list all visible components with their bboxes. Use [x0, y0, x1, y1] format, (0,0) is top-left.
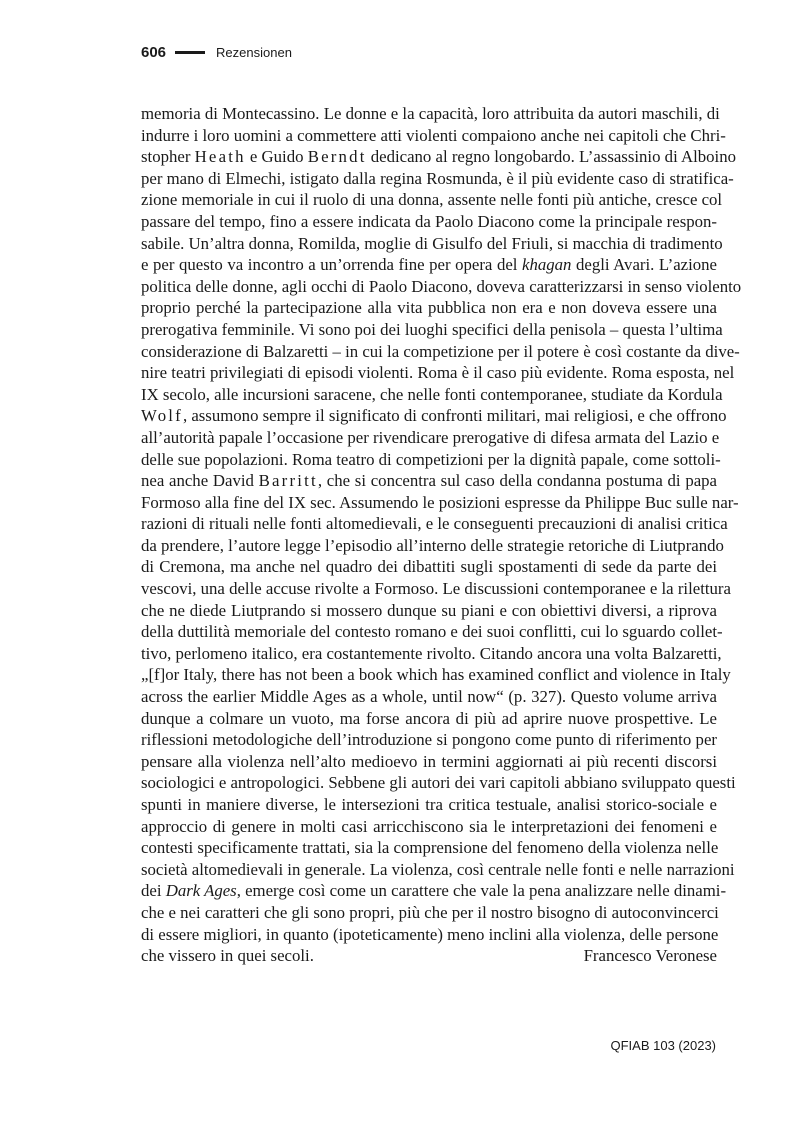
text-segment: , emerge così come un carattere che vale la pena analizzare nelle dinami-: [236, 881, 727, 901]
review-body-text: [141, 103, 742, 967]
text-line: prerogativa femminile. Vi sono poi dei luoghi specifici della penisola – questa l’ultima: [141, 319, 723, 339]
text-segment: dei: [141, 881, 166, 901]
text-segment: , assumono sempre il significato di confronti militari, mai religiosi, e che offrono: [182, 406, 727, 426]
journal-footer: QFIAB 103 (2023): [610, 1038, 716, 1053]
text-line: per mano di Elmechi, istigato dalla regina Rosmunda, è il più evidente caso di stratifica-: [141, 168, 734, 188]
author-name: Heath: [194, 147, 246, 167]
text-line: [141, 880, 727, 902]
italic-term: Dark Ages: [165, 881, 237, 901]
text-line: [141, 405, 727, 427]
text-line: nire teatri privilegiati di episodi violenti. Roma è il caso più evidente. Roma esposta, nel: [141, 363, 735, 383]
author-name: Barritt: [258, 471, 318, 491]
text-line: passare del tempo, fino a essere indicata da Paolo Diacono come la principale respon-: [141, 211, 717, 231]
text-line: contesti specificamente trattati, sia la comprensione del fenomeno della violenza nelle: [141, 838, 719, 858]
text-segment: e Guido: [245, 147, 308, 167]
text-line: considerazione di Balzaretti – in cui la competizione per il potere è così costante da dive-: [141, 341, 740, 361]
text-line: politica delle donne, agli occhi di Paolo Diacono, doveva caratterizzarsi in senso violento: [141, 276, 742, 296]
author-name: Wolf: [141, 406, 183, 426]
text-segment: dedicano al regno longobardo. L’assassinio di Alboino: [366, 147, 737, 167]
header-rule: [175, 51, 205, 54]
text-line: zione memoriale in cui il ruolo di una donna, assente nelle fonti più antiche, cresce col: [141, 190, 723, 210]
text-line: razioni di rituali nelle fonti altomedievali, e le conseguenti precauzioni di analisi critica: [141, 514, 728, 534]
text-line: sociologici e antropologici. Sebbene gli autori dei vari capitoli abbiano sviluppato questi: [141, 773, 736, 793]
text-line: di essere migliori, in quanto (ipoteticamente) meno inclini alla violenza, delle persone: [141, 924, 719, 944]
text-line: che e nei caratteri che gli sono propri, più che per il nostro bisogno di autoconvincerci: [141, 902, 719, 922]
text-segment: , che si concentra sul caso della condanna postuma di papa: [317, 471, 717, 491]
text-line: [141, 146, 737, 168]
text-line: pensare alla violenza nell’alto medioevo in termini aggiornati ai più recenti discorsi: [141, 751, 717, 771]
text-line: società altomedievali in generale. La violenza, così centrale nelle fonti e nelle narrazioni: [141, 859, 735, 879]
text-line: sabile. Un’altra donna, Romilda, moglie di Gisulfo del Friuli, si macchia di tradimento: [141, 233, 723, 253]
text-line: indurre i loro uomini a commettere atti violenti compaiono anche nei capitoli che Chri-: [141, 125, 726, 145]
text-line: proprio perché la partecipazione alla vita pubblica non era e non doveva essere una: [141, 298, 717, 318]
text-segment: degli Avari. L’azione: [571, 255, 717, 275]
text-line: „[f]or Italy, there has not been a book which has examined conflict and violence in Italy: [141, 665, 731, 685]
text-line: [141, 254, 717, 276]
running-head: Rezensionen: [216, 45, 292, 60]
text-line: approccio di genere in molti casi arricchiscono sia le interpretazioni dei fenomeni e: [141, 816, 717, 836]
text-segment: stopher: [141, 147, 195, 167]
text-line: delle sue popolazioni. Roma teatro di competizioni per la dignità papale, come sottoli-: [141, 449, 721, 469]
text-line: della duttilità memoriale del contesto romano e dei suoi conflitti, cui lo sguardo collet-: [141, 622, 723, 642]
page-number: 606: [141, 44, 167, 61]
reviewer-signature: Francesco Veronese: [583, 946, 717, 966]
text-line: [141, 470, 717, 492]
text-line: tivo, perlomeno italico, era costantemente rivolto. Citando ancora una volta Balzaretti,: [141, 643, 722, 663]
text-segment: e per questo va incontro a un’orrenda fine per opera del: [141, 255, 523, 275]
text-line: all’autorità papale l’occasione per rivendicare prerogative di difesa armata del Lazio e: [141, 427, 720, 447]
text-line: across the earlier Middle Ages as a whole, until now“ (p. 327). Questo volume arriva: [141, 687, 717, 707]
text-line: da prendere, l’autore legge l’episodio all’interno delle strategie retoriche di Liutprando: [141, 535, 724, 555]
text-line: riflessioni metodologiche dell’introduzione si pongono come punto di riferimento per: [141, 730, 717, 750]
italic-term: khagan: [522, 255, 572, 275]
text-line: dunque a colmare un vuoto, ma forse ancora di più ad aprire nuove prospettive. Le: [141, 708, 717, 728]
text-line: di Cremona, ma anche nel quadro dei dibattiti sugli spostamenti di sede da parte dei: [141, 557, 717, 577]
author-name: Berndt: [307, 147, 367, 167]
text-line: che ne diede Liutprando si mossero dunque su piani e con obiettivi diversi, a riprova: [141, 600, 717, 620]
closing-line: [141, 945, 717, 967]
page-header: [141, 44, 292, 61]
text-line: memoria di Montecassino. Le donne e la capacità, loro attribuita da autori maschili, di: [141, 104, 720, 123]
text-segment: nea anche David: [141, 471, 259, 491]
text-line: IX secolo, alle incursioni saracene, che nelle fonti contemporanee, studiate da Kordula: [141, 384, 723, 404]
text-line: spunti in maniere diverse, le intersezioni tra critica testuale, analisi storico-sociale e: [141, 795, 717, 814]
text-line: vescovi, una delle accuse rivolte a Formoso. Le discussioni contemporanee e la rilettura: [141, 579, 731, 599]
final-sentence: che vissero in quei secoli.: [141, 946, 314, 966]
text-line: Formoso alla fine del IX sec. Assumendo le posizioni espresse da Philippe Buc sulle nar-: [141, 492, 739, 512]
